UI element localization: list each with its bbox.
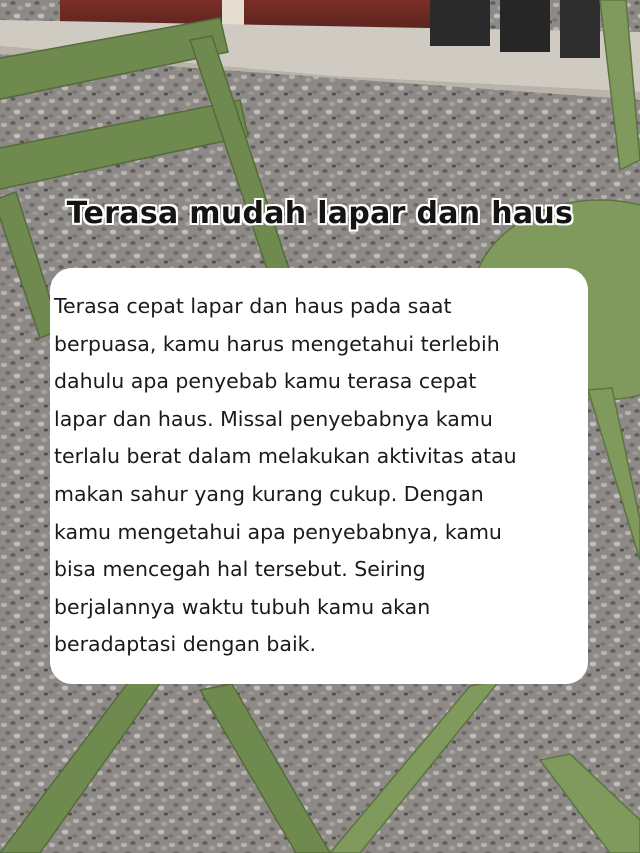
body-line: lapar dan haus. Missal penyebabnya kamu — [54, 406, 493, 431]
body-line: Terasa cepat lapar dan haus pada saat — [54, 294, 452, 318]
body-paragraph — [54, 288, 578, 664]
body-line: beradaptasi dengan baik. — [54, 632, 317, 657]
body-line: dahulu apa penyebab kamu terasa cepat — [54, 369, 477, 394]
slide-title: Terasa mudah lapar dan haus — [66, 196, 574, 231]
body-line: makan sahur yang kurang cukup. Dengan — [54, 481, 484, 506]
body-line: berpuasa, kamu harus mengetahui terlebih — [54, 331, 500, 356]
body-line: bisa mencegah hal tersebut. Seiring — [54, 557, 426, 582]
body-line: kamu mengetahui apa penyebabnya, kamu — [54, 519, 502, 544]
body-line: terlalu berat dalam melakukan aktivitas atau — [54, 444, 517, 469]
text-card — [50, 268, 588, 684]
body-line: berjalannya waktu tubuh kamu akan — [54, 594, 431, 619]
